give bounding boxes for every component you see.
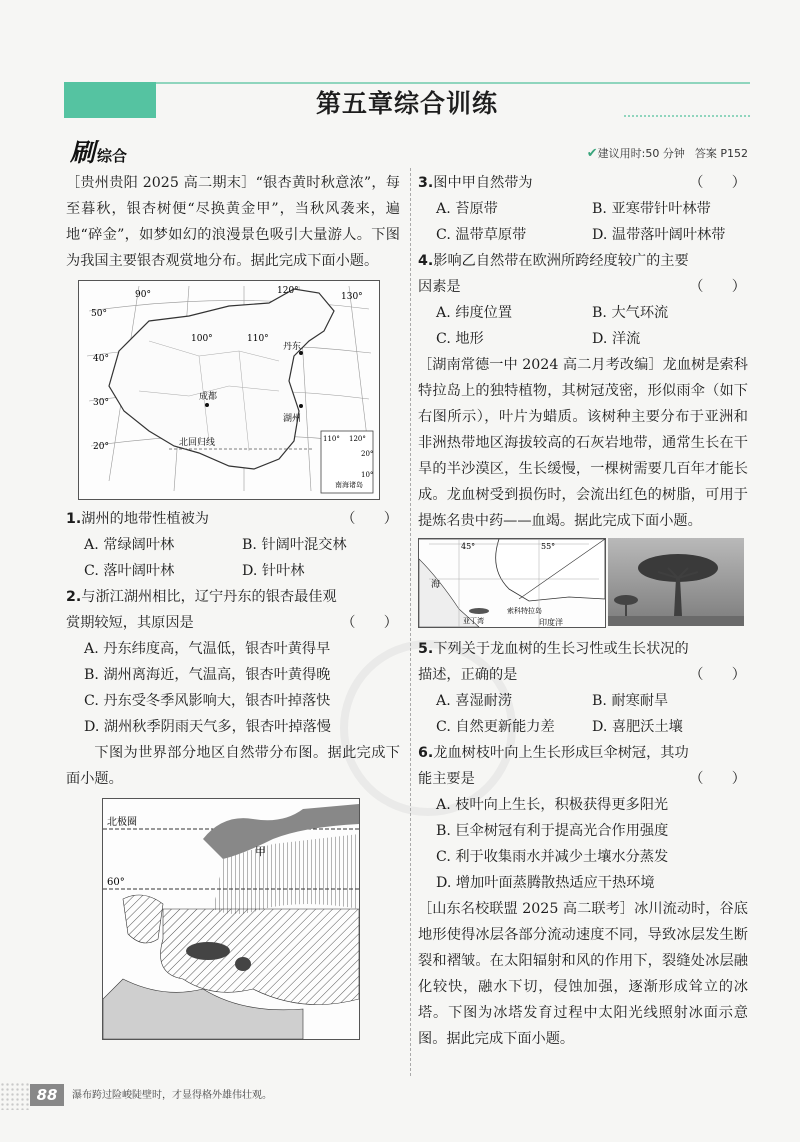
lat-label-20: 20°	[93, 442, 109, 452]
page-number: 88	[30, 1084, 64, 1106]
inset-label-110: 110°	[323, 435, 340, 443]
q1-option-b[interactable]: B. 针阔叶混交林	[242, 537, 347, 553]
q4-options	[418, 300, 748, 352]
check-icon: ✔	[586, 146, 598, 161]
socotra-map-figure	[419, 539, 605, 627]
q1-option-a[interactable]: A. 常绿阔叶林	[84, 537, 175, 553]
q4-option-a[interactable]: A. 纬度位置	[436, 305, 513, 321]
q1-stem: 湖州的地带性植被为	[81, 511, 209, 527]
q1-option-d[interactable]: D. 针叶林	[242, 563, 305, 579]
q3-stem: 图中甲自然带为	[433, 175, 533, 191]
q6-option-a[interactable]: A. 枝叶向上生长，积极获得更多阳光	[436, 797, 669, 813]
lat-60-label: 60°	[107, 877, 125, 888]
map3-socotra: 索科特拉岛	[507, 607, 542, 615]
q1-option-c[interactable]: C. 落叶阔叶林	[84, 563, 175, 579]
column-divider	[410, 168, 411, 1076]
q6-paren: （ ）	[689, 771, 746, 787]
china-map-figure	[79, 281, 379, 499]
q6-stem: 龙血树枝叶向上生长形成巨伞树冠，其功能主要是	[418, 745, 689, 787]
q3-option-a[interactable]: A. 苔原带	[436, 201, 498, 217]
arctic-circle-label: 北极圈	[107, 817, 137, 828]
tropic-label: 北回归线	[179, 438, 216, 448]
inset-title: 南海诸岛	[335, 481, 363, 489]
map3-sea: 海	[431, 580, 441, 590]
brand-small: 综合	[97, 147, 128, 165]
question-1: 1.湖州的地带性植被为 （ ）	[66, 506, 400, 532]
inset-label-20: 20°	[361, 450, 374, 458]
time-info	[587, 145, 748, 161]
question-5: 5.下列关于龙血树的生长习性或生长状况的描述，正确的是 （ ）	[418, 636, 748, 688]
question-2: 2.与浙江湖州相比，辽宁丹东的银杏最佳观赏期较短，其原因是 （ ）	[66, 584, 400, 636]
question-6: 6.龙血树枝叶向上生长形成巨伞树冠，其功能主要是 （ ）	[418, 740, 748, 792]
footer-dot-pattern	[0, 1082, 30, 1110]
brand-label	[70, 133, 127, 169]
lon-label-100: 100°	[191, 334, 213, 344]
socotra-map	[418, 538, 606, 628]
q5-option-c[interactable]: C. 自然更新能力差	[436, 719, 555, 735]
q3-option-b[interactable]: B. 亚寒带针叶林带	[592, 201, 711, 217]
map3-aden: 亚丁湾	[463, 617, 484, 625]
q4-paren: （ ）	[689, 279, 746, 295]
question-4: 4.影响乙自然带在欧洲所跨经度较广的主要因素是 （ ）	[418, 248, 748, 300]
europe-zone-map	[102, 798, 360, 1040]
intro-dragon-blood-tree: ［湖南常德一中 2024 高二月考改编］龙血树是索科特拉岛上的独特植物，其树冠茂密，形似雨伞（如下右图所示），叶片为蜡质。该树种主要分布于亚洲和非洲热带地区海拔较高的石灰岩地带，通常生长在干旱的半沙漠区，生长缓慢，一棵树需要几百年才能长成。龙血树受到损伤时，会流出红色的树脂，可用于提炼名贵中药——血竭。据此完成下面小题。	[418, 357, 748, 529]
map3-lon-55: 55°	[541, 542, 556, 551]
zone-jia-label: 甲	[255, 845, 266, 858]
q3-paren: （ ）	[689, 175, 746, 191]
chapter-header	[64, 82, 750, 118]
dragon-tree-photo	[608, 538, 744, 626]
left-column	[66, 170, 400, 1046]
q5-option-d[interactable]: D. 喜肥沃土壤	[592, 719, 683, 735]
inset-label-10: 10°	[361, 471, 374, 479]
place-huzhou: 湖州	[283, 414, 302, 424]
inset-label-120: 120°	[349, 435, 366, 443]
q2-options	[66, 636, 400, 740]
q6-options	[418, 792, 748, 896]
q2-option-b[interactable]: B. 湖州离海近，气温高，银杏叶黄得晚	[84, 667, 331, 683]
q3-option-c[interactable]: C. 温带草原带	[436, 227, 527, 243]
lat-label-40: 40°	[93, 354, 109, 364]
intro-natural-zones: 下图为世界部分地区自然带分布图。据此完成下面小题。	[66, 745, 400, 787]
q2-option-c[interactable]: C. 丹东受冬季风影响大，银杏叶掉落快	[84, 693, 331, 709]
map3-indian-ocean: 印度洋	[539, 618, 563, 627]
china-ginkgo-map	[78, 280, 380, 500]
europe-map-figure	[103, 799, 359, 1039]
lat-label-30: 30°	[93, 398, 109, 408]
suggested-time: 建议用时:50 分钟	[597, 147, 685, 160]
q1-paren: （ ）	[341, 511, 398, 527]
lon-label-110: 110°	[247, 334, 269, 344]
q3-options	[418, 196, 748, 248]
q4-option-d[interactable]: D. 洋流	[592, 331, 641, 347]
lon-label-120: 120°	[277, 286, 299, 296]
place-dandong: 丹东	[283, 342, 302, 352]
place-chengdu: 成都	[199, 392, 218, 402]
right-column	[418, 170, 748, 1052]
q5-option-b[interactable]: B. 耐寒耐旱	[592, 693, 669, 709]
intro-ice-tower: ［山东名校联盟 2025 高二联考］冰川流动时，谷底地形使得冰层各部分流动速度不同，导致冰层发生断裂和褶皱。在太阳辐射和风的作用下，裂缝处冰层融化较快，融水下切，侵蚀加强，逐渐形成耸立的冰塔。下图为冰塔发育过程中太阳光线照射冰面示意图。据此完成下面小题。	[418, 901, 748, 1047]
q4-option-b[interactable]: B. 大气环流	[592, 305, 669, 321]
q5-paren: （ ）	[689, 667, 746, 683]
q5-options	[418, 688, 748, 740]
lon-label-130: 130°	[341, 292, 363, 302]
footer-motto: 瀑布跨过险峻陡壁时，才显得格外雄伟壮观。	[72, 1090, 272, 1101]
intro-ginkgo: ［贵州贵阳 2025 高二期末］“银杏黄时秋意浓”，每至暮秋，银杏树便“尽换黄金甲”，当秋风袭来，遍地“碎金”，如梦如幻的浪漫景色吸引大量游人。下图为我国主要银杏观赏地分布。据此完成下面小题。	[66, 175, 400, 269]
lat-label-50: 50°	[91, 309, 107, 319]
q4-option-c[interactable]: C. 地形	[436, 331, 484, 347]
q6-option-b[interactable]: B. 巨伞树冠有利于提高光合作用强度	[436, 823, 669, 839]
q6-option-c[interactable]: C. 利于收集雨水并减少土壤水分蒸发	[436, 849, 669, 865]
q6-option-d[interactable]: D. 增加叶面蒸腾散热适应干热环境	[436, 875, 655, 891]
q2-option-a[interactable]: A. 丹东纬度高，气温低，银杏叶黄得早	[84, 641, 331, 657]
question-3: 3.图中甲自然带为 （ ）	[418, 170, 748, 196]
q5-stem: 下列关于龙血树的生长习性或生长状况的描述，正确的是	[418, 641, 689, 683]
dragon-tree-figures	[418, 538, 748, 630]
q1-options	[66, 532, 400, 584]
lon-label-90: 90°	[135, 290, 151, 300]
q5-option-a[interactable]: A. 喜湿耐涝	[436, 693, 513, 709]
q2-paren: （ ）	[341, 615, 398, 631]
brand-big: 刷	[70, 138, 96, 167]
q4-stem: 影响乙自然带在欧洲所跨经度较广的主要因素是	[418, 253, 689, 295]
chapter-title: 第五章综合训练	[315, 89, 498, 118]
answer-reference: 答案 P152	[694, 147, 748, 160]
q3-option-d[interactable]: D. 温带落叶阔叶林带	[592, 227, 726, 243]
map3-lon-45: 45°	[461, 542, 476, 551]
dragon-tree-icon	[608, 538, 744, 626]
q2-stem: 与浙江湖州相比，辽宁丹东的银杏最佳观赏期较短，其原因是	[66, 589, 337, 631]
q2-option-d[interactable]: D. 湖州秋季阴雨天气多，银杏叶掉落慢	[84, 719, 331, 735]
